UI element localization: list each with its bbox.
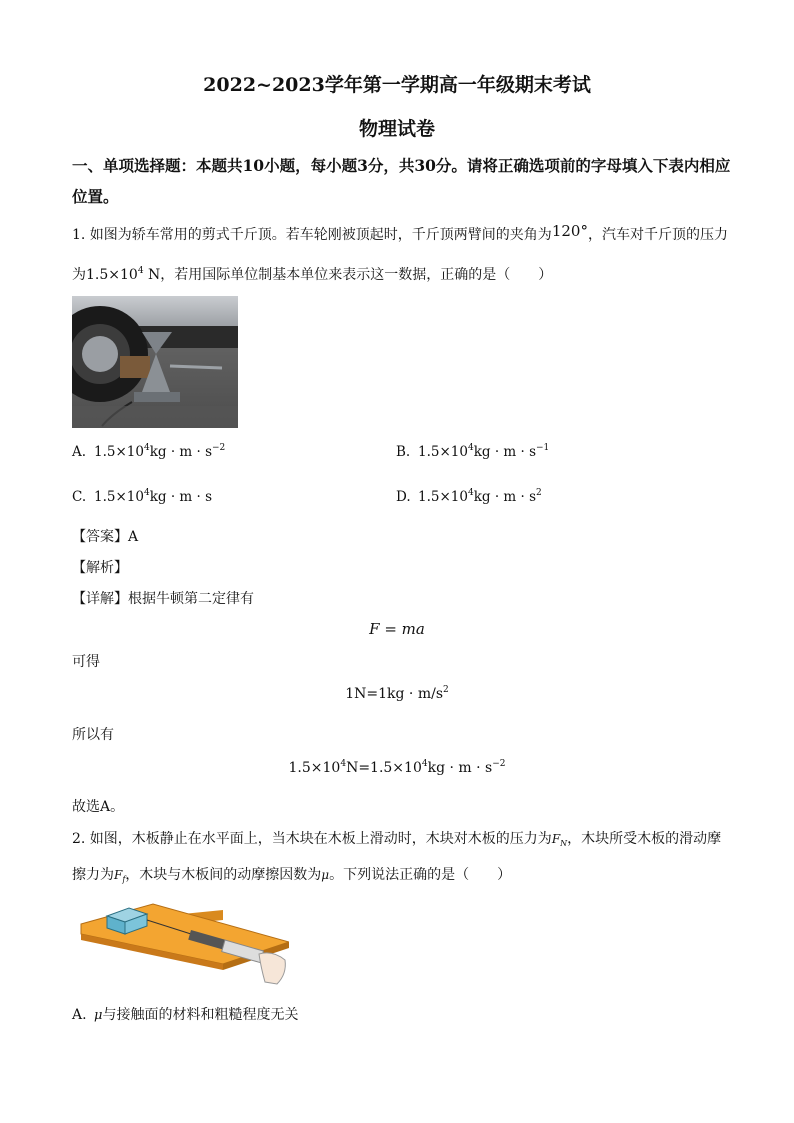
board-block-diagram xyxy=(73,894,289,990)
q1-force: $1.5\times 10^4$ N xyxy=(86,266,161,283)
q1-analysis-label: 【解析】 xyxy=(72,560,128,576)
q1-text-d: ，若用国际单位制基本单位来表示这一数据，正确的是（ ） xyxy=(160,267,553,283)
q1-detail: 【详解】根据牛顿第二定律有 xyxy=(72,591,254,607)
q1-line2 xyxy=(72,264,552,284)
q1-text-a: 1. 如图为轿车常用的剪式千斤顶。若车轮刚被顶起时，千斤顶两臂间的夹角为 xyxy=(72,227,552,243)
exam-title: 2022~2023学年第一学期高一年级期末考试 xyxy=(203,74,591,96)
q1-line1 xyxy=(72,222,728,244)
q1-answer: 【答案】A xyxy=(72,529,139,545)
q1-text-c: 为 xyxy=(72,267,86,283)
q1-option-a[interactable]: A. $1.5\times 10^4kg \cdot m \cdot s^{-2}$ xyxy=(72,443,226,460)
q1-keyi: 可得 xyxy=(72,654,100,670)
q2-option-a[interactable]: A. μ与接触面的材料和粗糙程度无关 xyxy=(72,1007,299,1023)
q1-suoyi: 所以有 xyxy=(72,727,114,743)
section-heading: 一、单项选择题：本题共10小题，每小题3分，共30分。请将正确选项前的字母填入下表内相应位置。 xyxy=(72,156,731,206)
q1-angle: 120° xyxy=(551,222,588,240)
q2-line1: 2. 如图，木板静止在水平面上，当木块在木板上滑动时，木块对木板的压力为$F_N$，木块所受木板的滑动摩 xyxy=(72,831,722,848)
subject-title: 物理试卷 xyxy=(358,118,435,140)
car-jack-photo xyxy=(72,296,238,428)
q1-eq-unit: $1N=1kg \cdot m/s^2$ xyxy=(345,685,449,702)
q1-eq-result: $1.5\times 10^4N=1.5\times 10^4kg \cdot m \cdot s^{-2}$ xyxy=(288,759,506,776)
q1-conclusion: 故选A。 xyxy=(72,799,125,815)
q1-option-c[interactable]: C. $1.5\times 10^4kg \cdot m \cdot s$ xyxy=(72,488,213,505)
q1-text-b: ，汽车对千斤顶的压力 xyxy=(587,227,728,243)
q1-option-b[interactable]: B. $1.5\times 10^4kg \cdot m \cdot s^{-1}$ xyxy=(396,443,550,460)
q1-eq-newton: F = ma xyxy=(369,620,425,638)
q1-option-d[interactable]: D. $1.5\times 10^4kg \cdot m \cdot s^2$ xyxy=(396,488,542,505)
q2-line2: 擦力为$F_f$，木块与木板间的动摩擦因数为μ。下列说法正确的是（ ） xyxy=(72,867,512,884)
